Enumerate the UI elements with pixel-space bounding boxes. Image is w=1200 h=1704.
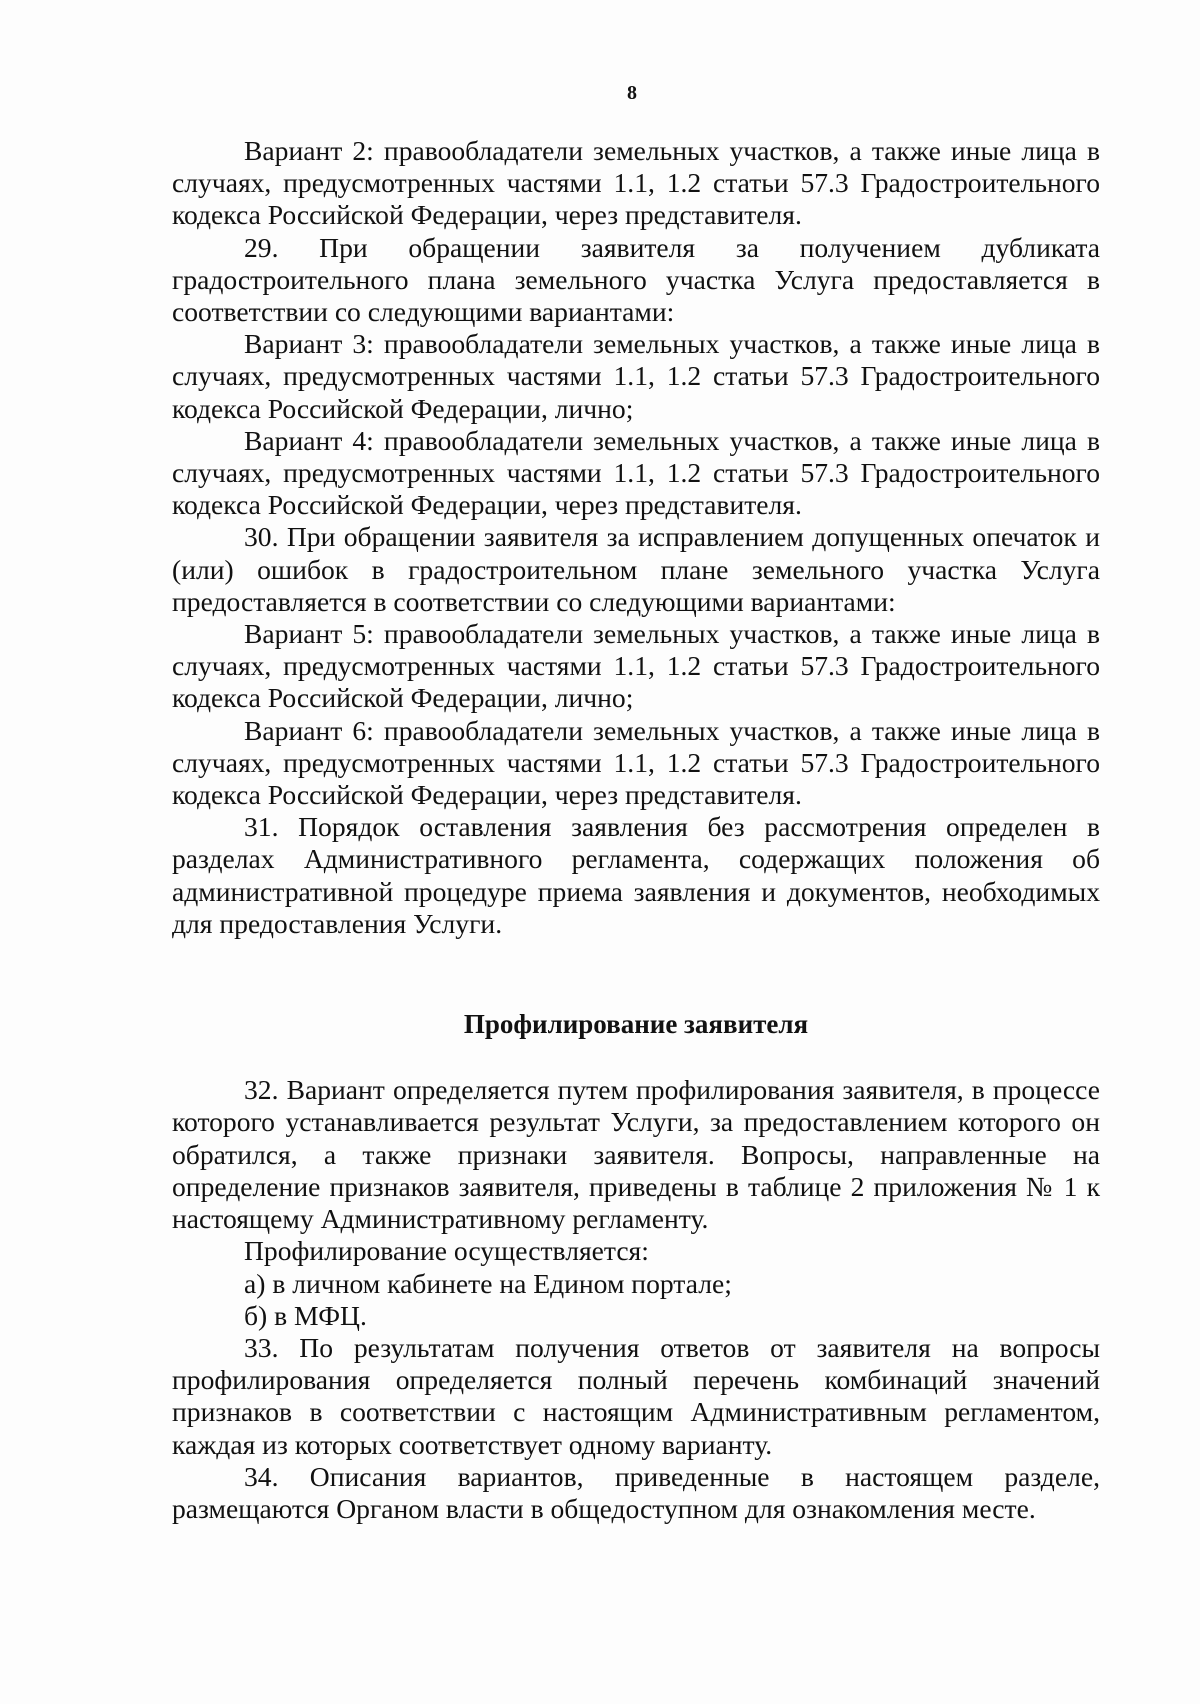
list-item-a: а) в личном кабинете на Едином портале;	[244, 1267, 732, 1299]
paragraph-33: 33. По результатам получения ответов от заявителя на вопросы профилирования определяется полный перечень комбинаций значений признаков в соответствии с настоящим Административным регламентом, каждая из которых соответствует одному варианту.	[172, 1331, 1100, 1460]
paragraph-variant-2: Вариант 2: правообладатели земельных участков, а также иные лица в случаях, предусмотренных частями 1.1, 1.2 статьи 57.3 Градостроительного кодекса Российской Федерации, через представителя.	[172, 135, 1100, 231]
paragraph-29: 29. При обращении заявителя за получением дубликата градостроительного плана земельного участка Услуга предоставляется в соответствии со следующими вариантами:	[172, 231, 1100, 328]
list-item-b: б) в МФЦ.	[244, 1299, 367, 1331]
paragraph-profiling-intro: Профилирование осуществляется:	[244, 1235, 649, 1267]
paragraph-30: 30. При обращении заявителя за исправлением допущенных опечаток и (или) ошибок в градостроительном плане земельного участка Услуга предоставляется в соответствии со следующими вариантами:	[172, 521, 1100, 617]
paragraph-34: 34. Описания вариантов, приведенные в настоящем разделе, размещаются Органом власти в общедоступном для ознакомления месте.	[172, 1460, 1100, 1524]
paragraph-variant-6: Вариант 6: правообладатели земельных участков, а также иные лица в случаях, предусмотренных частями 1.1, 1.2 статьи 57.3 Градостроительного кодекса Российской Федерации, через представителя.	[172, 714, 1100, 811]
page-number: 8	[627, 82, 637, 104]
section-heading: Профилирование заявителя	[463, 1009, 809, 1040]
paragraph-variant-4: Вариант 4: правообладатели земельных участков, а также иные лица в случаях, предусмотренных частями 1.1, 1.2 статьи 57.3 Градостроительного кодекса Российской Федерации, через представителя.	[172, 424, 1100, 521]
document-body	[172, 135, 1100, 1525]
paragraph-31: 31. Порядок оставления заявления без рассмотрения определен в разделах Административного регламента, содержащих положения об административной процедуре приема заявления и документов, необходимых для предоставления Услуги.	[172, 811, 1100, 939]
paragraph-variant-5: Вариант 5: правообладатели земельных участков, а также иные лица в случаях, предусмотренных частями 1.1, 1.2 статьи 57.3 Градостроительного кодекса Российской Федерации, лично;	[172, 618, 1100, 714]
paragraph-variant-3: Вариант 3: правообладатели земельных участков, а также иные лица в случаях, предусмотренных частями 1.1, 1.2 статьи 57.3 Градостроительного кодекса Российской Федерации, лично;	[172, 328, 1100, 424]
paragraph-32: 32. Вариант определяется путем профилирования заявителя, в процессе которого устанавливается результат Услуги, за предоставлением которого он обратился, а также признаки заявителя. Вопросы, направленные на определение признаков заявителя, приведены в таблице 2 приложения № 1 к настоящему Административному регламенту.	[172, 1074, 1100, 1235]
